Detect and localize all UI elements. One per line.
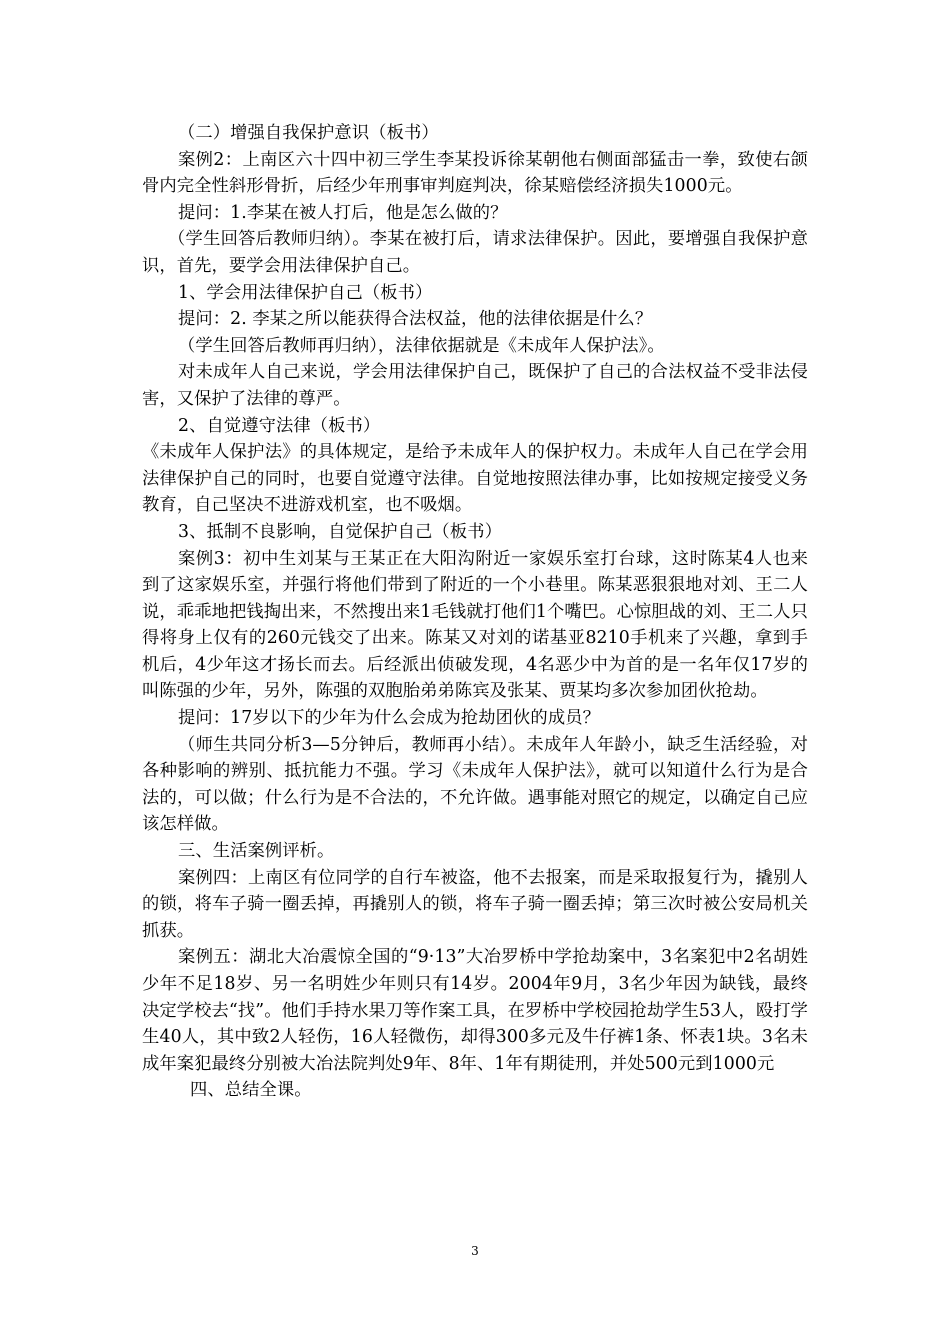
section-3-heading: 三、生活案例评析。 — [178, 841, 335, 862]
point-2-heading: 2、自觉遵守法律（板书） — [178, 415, 381, 436]
self-protection-paragraph: 对未成年人自己来说，学会用法律保护自己，既保护了自己的合法权益不受非法侵害，又保护了法律的尊严。 — [142, 362, 808, 409]
document-body — [142, 120, 808, 1104]
question-3-paragraph: 提问：17岁以下的少年为什么会成为抢劫团伙的成员？ — [178, 708, 600, 729]
section-4-heading: 四、总结全课。 — [190, 1080, 312, 1101]
case-3-paragraph: 案例3：初中生刘某与王某正在大阳沟附近一家娱乐室打台球，这时陈某4人也来到了这家娱乐室，并强行将他们带到了附近的一个小巷里。陈某恶狠狠地对刘、王二人说，乖乖地把钱掏出来，不然搜出来1毛钱就打他们1个嘴巴。心惊胆战的刘、王二人只得将身上仅有的260元钱交了出来。陈某又对刘的诺基亚8210手机来了兴趣，拿到手机后，4少年这才扬长而去。后经派出侦破发现，4名恶少中为首的是一名年仅17岁的叫陈强的少年，另外，陈强的双胞胎弟弟陈宾及张某、贾某均多次参加团伙抢劫。 — [142, 548, 808, 702]
case-5-paragraph: 案例五：湖北大冶震惊全国的“9·13”大冶罗桥中学抢劫案中，3名案犯中2名胡姓少年不足18岁、另一名明姓少年则只有14岁。2004年9月，3名少年因为缺钱，最终决定学校去“找”。他们手持水果刀等作案工具，在罗桥中学校园抢劫学生53人，殴打学生40人，其中致2人轻伤，16人轻微伤，却得300多元及牛仔裤1条、怀表1块。3名未成年案犯最终分别被大冶法院判处9年、8年、1年有期徒刑，并处500元到1000元 — [142, 947, 808, 1074]
case-2-paragraph: 案例2：上南区六十四中初三学生李某投诉徐某朝他右侧面部猛击一拳，致使右颌骨内完全性斜形骨折，后经少年刑事审判庭判决，徐某赔偿经济损失1000元。 — [142, 149, 808, 197]
question-2-paragraph: 提问：2. 李某之所以能获得合法权益，他的法律依据是什么？ — [178, 309, 653, 330]
question-1-paragraph: 提问：1.李某在被人打后，他是怎么做的？ — [178, 202, 508, 223]
analysis-paragraph: （师生共同分析3—5分钟后，教师再小结）。未成年人年龄小，缺乏生活经验，对各种影响的辨别、抵抗能力不强。学习《未成年人保护法》，就可以知道什么行为是合法的，可以做；什么行为是不合法的，不允许做。遇事能对照它的规定，以确定自己应该怎样做。 — [142, 734, 808, 835]
point-3-heading: 3、抵制不良影响，自觉保护自己（板书） — [178, 521, 502, 542]
teacher-summary-paragraph: （学生回答后教师归纳）。李某在被打后，请求法律保护。因此，要增强自我保护意识，首先，要学会用法律保护自己。 — [142, 229, 808, 276]
case-4-paragraph: 案例四：上南区有位同学的自行车被盗，他不去报案，而是采取报复行为，撬别人的锁，将车子骑一圈丢掉，再撬别人的锁，将车子骑一圈丢掉；第三次时被公安局机关抓获。 — [142, 867, 808, 941]
law-obedience-paragraph: 《未成年人保护法》的具体规定，是给予未成年人的保护权力。未成年人自己在学会用法律保护自己的同时，也要自觉遵守法律。自觉地按照法律办事，比如按规定接受义务教育，自己坚决不进游戏机室，也不吸烟。 — [142, 442, 808, 516]
section-heading: （二）增强自我保护意识（板书） — [178, 123, 439, 143]
legal-basis-paragraph: （学生回答后教师再归纳），法律依据就是《未成年人保护法》。 — [178, 335, 665, 356]
point-1-heading: 1、学会用法律保护自己（板书） — [178, 282, 433, 303]
page-number: 3 — [471, 1244, 479, 1258]
